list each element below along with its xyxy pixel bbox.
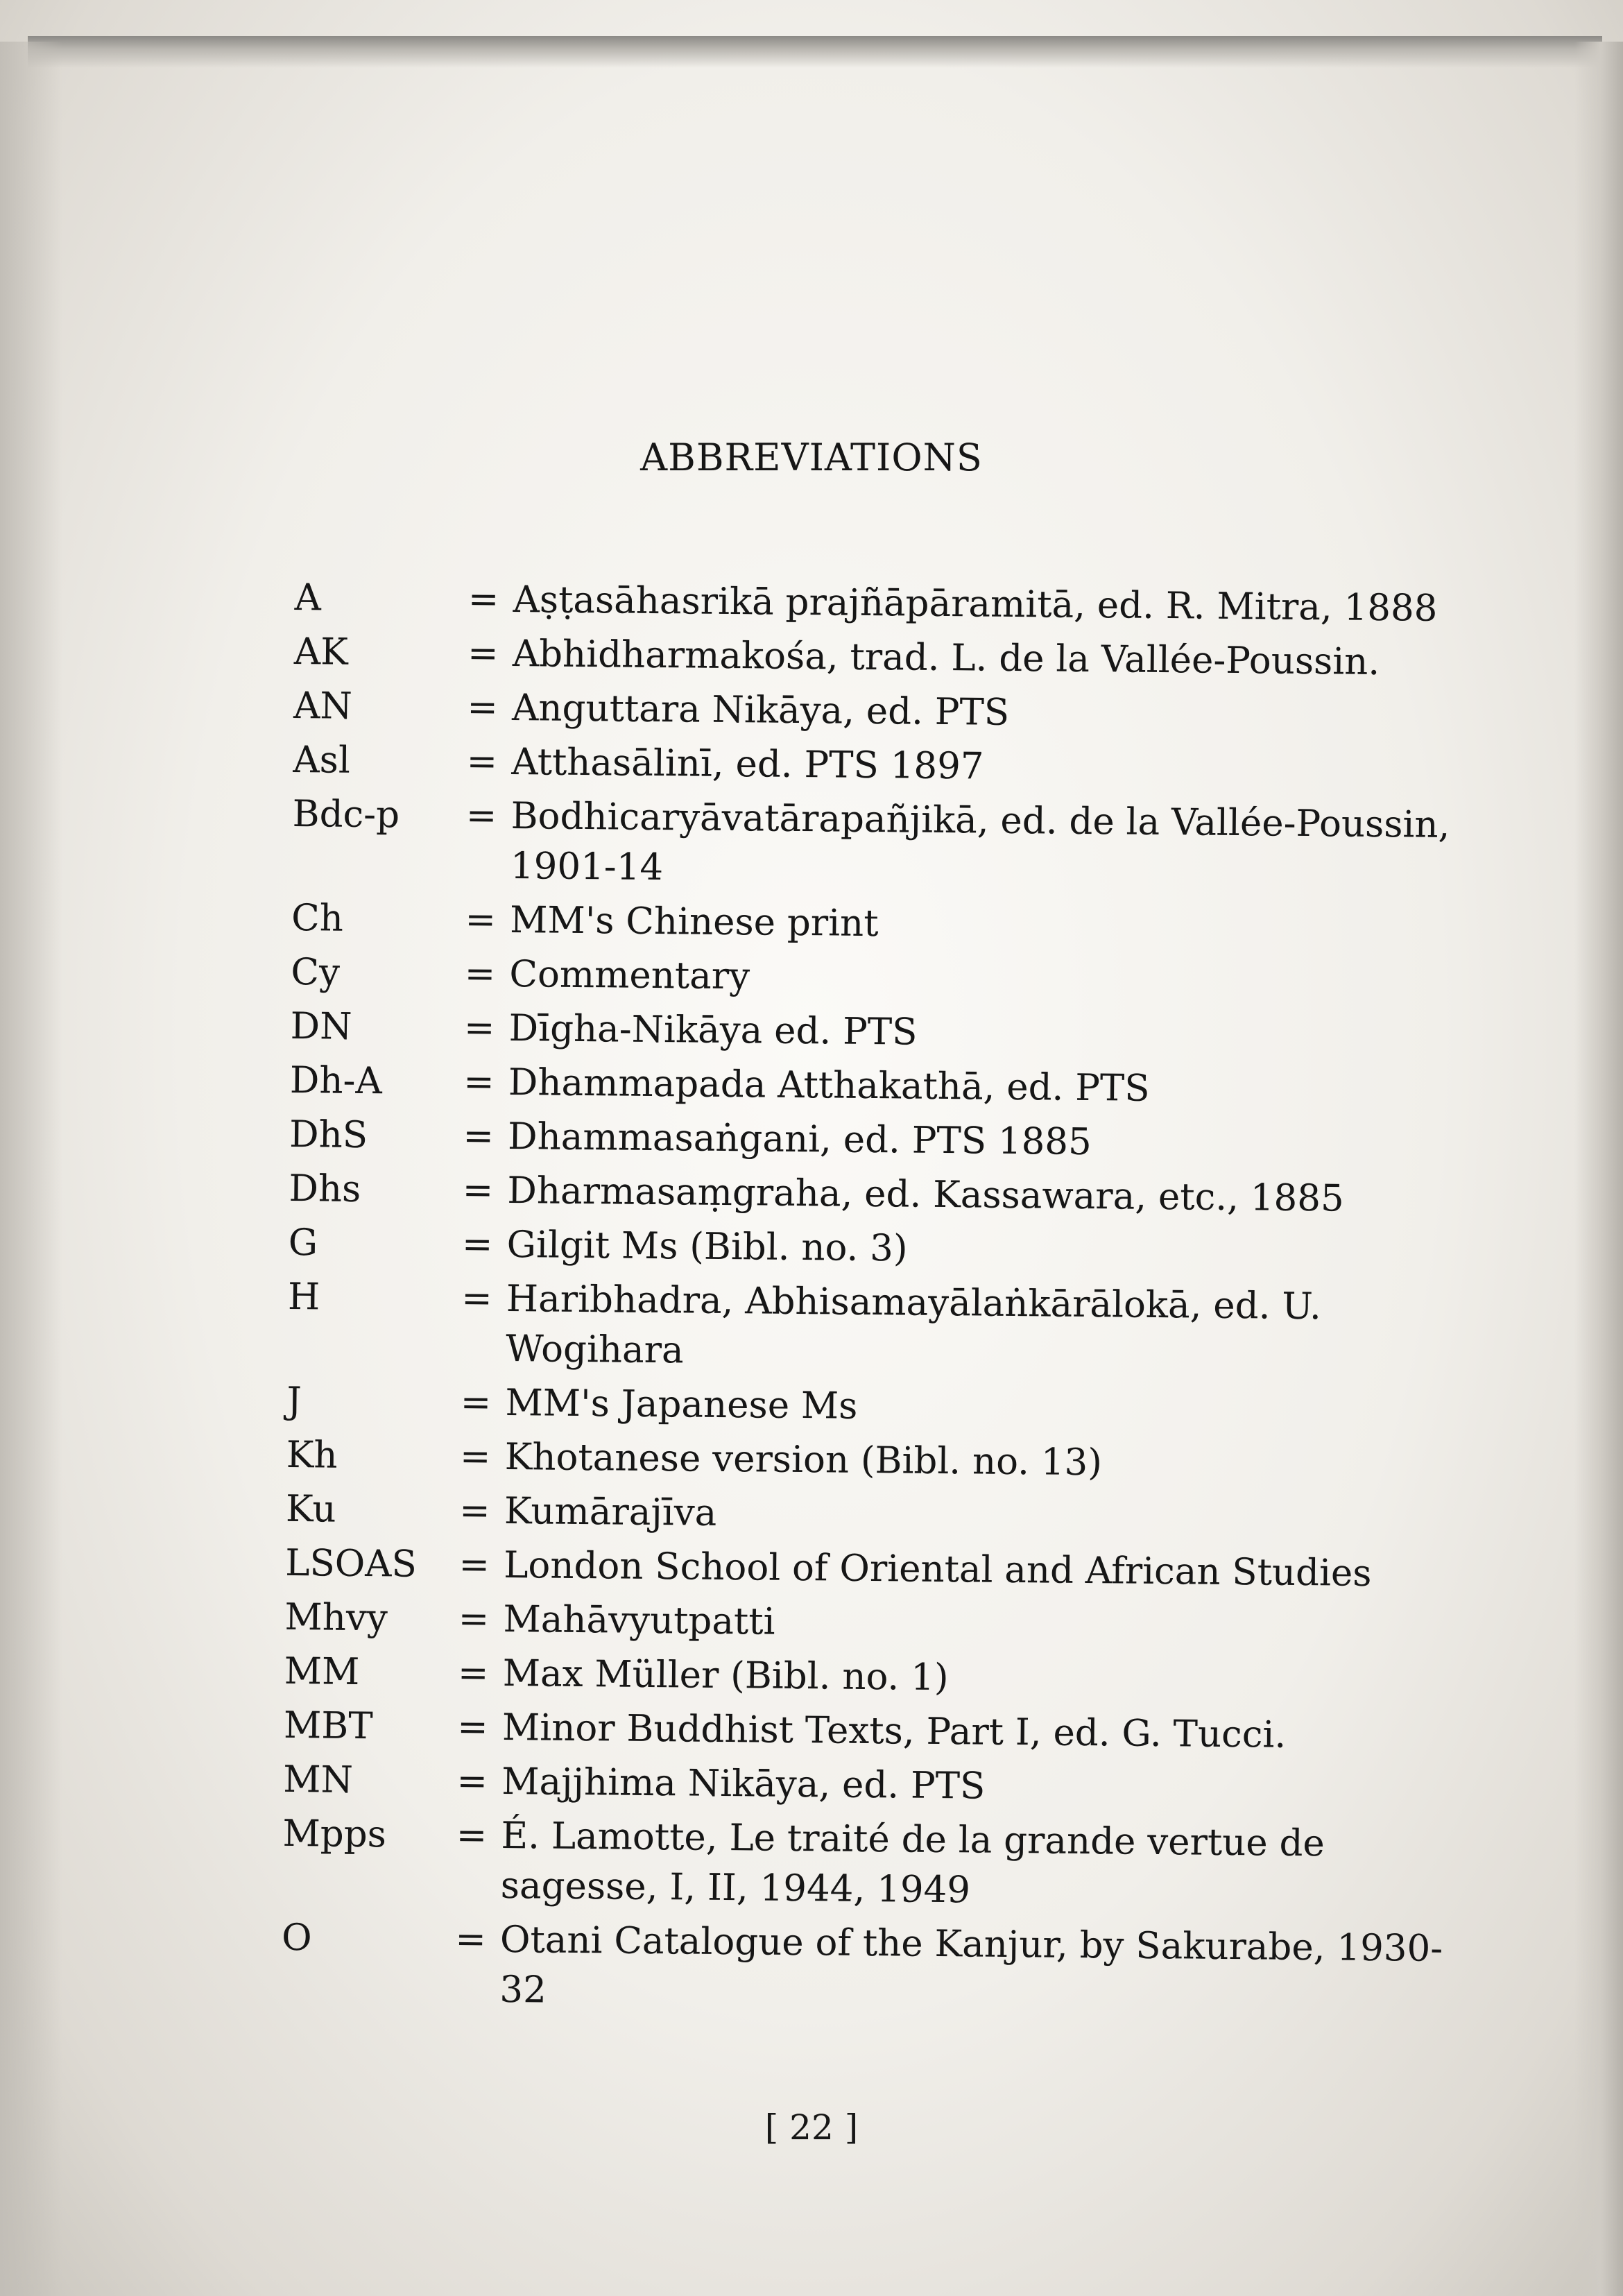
- definition: Dhammasaṅgani, ed. PTS 1885: [507, 1115, 1092, 1164]
- abbreviation: G: [288, 1221, 318, 1265]
- abbreviation-entry: [287, 1272, 1481, 1384]
- definition: Dīgha-Nikāya ed. PTS: [508, 1006, 918, 1054]
- abbreviation-entry: [286, 1430, 1479, 1492]
- abbreviation-entry: [293, 681, 1487, 743]
- page-title: ABBREVIATIONS: [640, 436, 983, 479]
- equals-sign: =: [465, 794, 497, 837]
- equals-sign: =: [464, 952, 496, 995]
- abbreviation: DN: [290, 1004, 352, 1048]
- abbreviation: Kh: [286, 1433, 338, 1477]
- abbreviation-entry: [282, 1809, 1476, 1921]
- definition: Commentary: [509, 952, 750, 998]
- abbreviation: Cy: [291, 950, 341, 994]
- abbreviation-entry: [290, 1002, 1484, 1063]
- abbreviation-entry: [291, 948, 1484, 1009]
- definition: Anguttara Nikāya, ed. PTS: [511, 687, 1010, 734]
- definition: Gilgit Ms (Bibl. no. 3): [506, 1223, 908, 1270]
- abbreviation-entry: [286, 1484, 1479, 1546]
- abbreviation-entry: [294, 627, 1488, 689]
- definition: London School of Oriental and African Studies: [503, 1543, 1372, 1595]
- scan-shadow-top: [28, 36, 1602, 68]
- abbreviation-list: [281, 573, 1488, 2028]
- abbreviation-entry: [281, 1913, 1475, 2025]
- abbreviation: MM: [284, 1650, 360, 1693]
- abbreviation: LSOAS: [285, 1541, 418, 1586]
- abbreviation-entry: [283, 1755, 1477, 1817]
- definition: Minor Buddhist Texts, Part I, ed. G. Tucci.: [501, 1706, 1287, 1756]
- definition: Dharmasaṃgraha, ed. Kassawara, etc., 1885: [507, 1169, 1345, 1220]
- abbreviation: Ch: [291, 896, 344, 940]
- definition: Mahāvyutpatti: [503, 1597, 775, 1643]
- equals-sign: =: [458, 1597, 490, 1640]
- abbreviation: Dhs: [289, 1167, 361, 1210]
- equals-sign: =: [466, 740, 498, 783]
- abbreviation-entry: [288, 1218, 1482, 1280]
- abbreviation-entry: [286, 1376, 1480, 1438]
- equals-sign: =: [462, 1169, 494, 1212]
- abbreviation: AN: [293, 684, 353, 728]
- scan-shadow-right: [1574, 42, 1623, 2296]
- definition: Max Müller (Bibl. no. 1): [502, 1652, 949, 1699]
- equals-sign: =: [456, 1814, 488, 1857]
- definition: MM's Chinese print: [509, 899, 879, 945]
- abbreviation-entry: [293, 735, 1486, 797]
- definition: Aṣṭasāhasrikā prajñāpāramitā, ed. R. Mitra, 1888: [513, 579, 1438, 630]
- abbreviation: O: [281, 1916, 312, 1960]
- definition: Haribhadra, Abhisamayālaṅkārālokā, ed. U. Wogihara: [505, 1277, 1322, 1372]
- equals-sign: =: [467, 578, 499, 621]
- definition: Atthasālinī, ed. PTS 1897: [511, 741, 984, 788]
- equals-sign: =: [463, 1006, 495, 1050]
- definition: Bodhicaryāvatārapañjikā, ed. de la Vallée-Poussin, 1901-14: [510, 795, 1450, 889]
- abbreviation: MN: [283, 1758, 354, 1801]
- abbreviation-entry: [294, 573, 1488, 635]
- abbreviation: DhS: [289, 1113, 368, 1157]
- abbreviation-entry: [284, 1701, 1477, 1763]
- page-number: [ 22 ]: [764, 2107, 859, 2148]
- equals-sign: =: [463, 1115, 495, 1158]
- equals-sign: =: [461, 1223, 493, 1266]
- equals-sign: =: [465, 898, 497, 941]
- equals-sign: =: [461, 1277, 492, 1320]
- abbreviation: Asl: [293, 738, 351, 782]
- definition: Khotanese version (Bibl. no. 13): [504, 1435, 1103, 1484]
- equals-sign: =: [460, 1381, 492, 1424]
- equals-sign: =: [467, 632, 499, 675]
- definition: Kumārajīva: [504, 1489, 717, 1534]
- equals-sign: =: [456, 1760, 488, 1803]
- definition: MM's Japanese Ms: [505, 1381, 858, 1428]
- equals-sign: =: [455, 1918, 487, 1961]
- definition: É. Lamotte, Le traité de la grande vertue de sagesse, I, II, 1944, 1949: [500, 1814, 1325, 1912]
- abbreviation-entry: [291, 893, 1485, 955]
- equals-sign: =: [467, 686, 499, 729]
- abbreviation: H: [287, 1275, 320, 1319]
- abbreviation-entry: [285, 1539, 1479, 1600]
- equals-sign: =: [459, 1489, 491, 1532]
- equals-sign: =: [463, 1061, 495, 1104]
- definition: Otani Catalogue of the Kanjur, by Sakurabe, 1930-32: [499, 1918, 1443, 2012]
- abbreviation: Mpps: [282, 1812, 387, 1856]
- abbreviation: AK: [293, 630, 349, 674]
- abbreviation: Ku: [285, 1487, 336, 1531]
- abbreviation-entry: [290, 1056, 1484, 1117]
- definition: Majjhima Nikāya, ed. PTS: [501, 1760, 986, 1808]
- equals-sign: =: [458, 1543, 490, 1586]
- abbreviation-entry: [284, 1593, 1478, 1654]
- abbreviation-entry: [289, 1110, 1483, 1172]
- scan-shadow-left: [0, 42, 62, 2296]
- definition: Dhammapada Atthakathā, ed. PTS: [508, 1061, 1150, 1110]
- equals-sign: =: [459, 1435, 491, 1478]
- equals-sign: =: [457, 1652, 489, 1695]
- abbreviation-entry: [292, 789, 1486, 901]
- abbreviation: MBT: [283, 1704, 373, 1748]
- abbreviation: Mhvy: [284, 1595, 388, 1640]
- abbreviation-entry: [284, 1647, 1477, 1708]
- definition: Abhidharmakośa, trad. L. de la Vallée-Poussin.: [512, 633, 1380, 684]
- abbreviation: Bdc-p: [292, 792, 400, 837]
- abbreviation: A: [294, 576, 322, 619]
- abbreviation: Dh-A: [289, 1059, 383, 1103]
- abbreviation: J: [286, 1379, 302, 1423]
- abbreviation-entry: [289, 1164, 1482, 1226]
- equals-sign: =: [457, 1706, 489, 1749]
